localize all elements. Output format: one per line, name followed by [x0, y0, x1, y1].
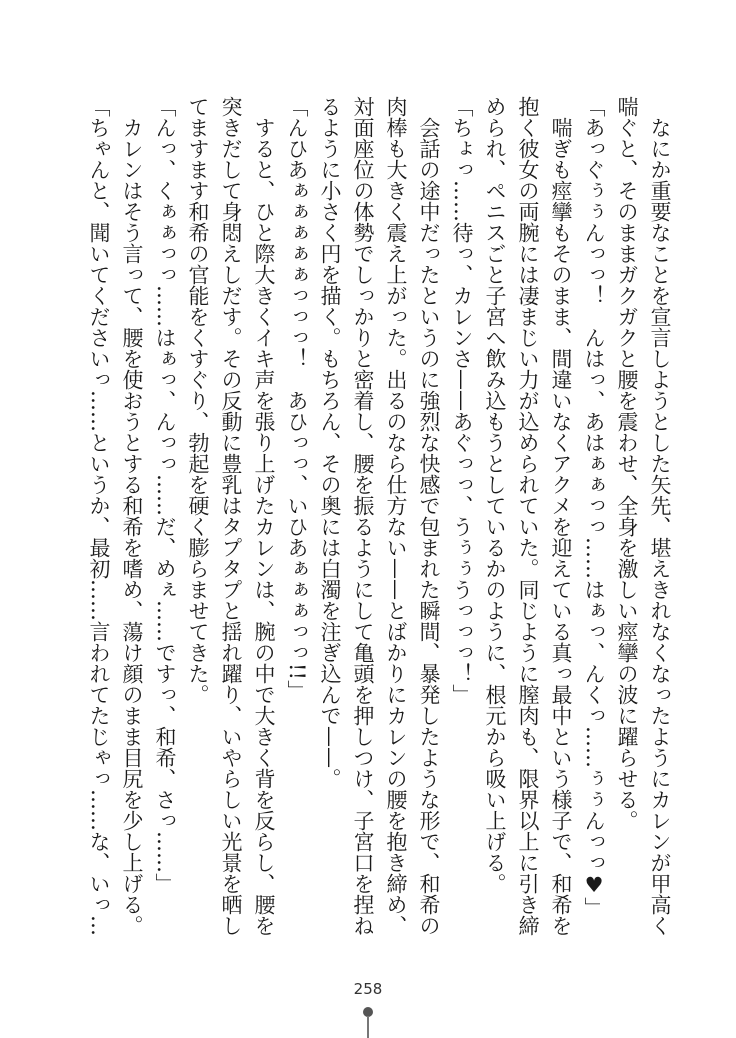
text-line: 抱く彼女の両腕には凄まじい力が込められていた。同じように膣肉も、限界以上に引き締	[516, 96, 540, 936]
page-number: 258	[353, 980, 383, 998]
text-line: 「ちょっ……待っ、カレンさ——あぐっっ、うぅぅうっっっ！」	[450, 96, 474, 705]
text-line: なにか重要なことを宣言しようとした矢先、堪えきれなくなったようにカレンが甲高く	[648, 96, 672, 936]
page-marker-line	[367, 1016, 369, 1038]
text-line: 突きだして身悶えしだす。その反動に豊乳はタプタプと揺れ躍り、いやらしい光景を晒し	[219, 96, 243, 936]
text-line: 「ちゃんと、聞いてくださいっ……というか、最初……言われてたじゃっ……な、いっ…	[87, 96, 111, 936]
text-line: 「んひあぁぁぁぁぁっっっ！ あひっっ、いひあぁぁぁっっ!!」	[285, 96, 309, 701]
text-line: るように小さく円を描く。もちろん、その奥には白濁を注ぎ込んで——。	[318, 96, 342, 789]
text-line: 喘ぐと、そのままガクガクと腰を震わせ、全身を激しい痙攣の波に躍らせる。	[615, 96, 639, 831]
text-line: すると、ひと際大きくイキ声を張り上げたカレンは、腕の中で大きく背を反らし、腰を	[252, 96, 276, 936]
text-line: められ、ペニスごと子宮へ飲み込もうとしているかのように、根元から吸い上げる。	[483, 96, 507, 894]
text-line: カレンはそう言って、腰を使おうとする和希を嗜め、蕩け顔のまま目尻を少し上げる。	[120, 96, 144, 936]
text-line: 対面座位の体勢でしっかりと密着し、腰を振るようにして亀頭を押しつけ、子宮口を捏ね	[351, 96, 375, 936]
text-line: 肉棒も大きく震え上がった。出るのなら仕方ない——とばかりにカレンの腰を抱き締め、	[384, 96, 408, 936]
text-line: 「んっ、くぁぁっっ……はぁっ、んっっ……だ、めぇ……ですっ、和希、さっ……」	[153, 96, 177, 894]
text-line: 喘ぎも痙攣もそのまま、間違いなくアクメを迎えている真っ最中という様子で、和希を	[549, 96, 573, 936]
text-line: てますます和希の官能をくすぐり、勃起を硬く膨らませてきた。	[186, 96, 210, 705]
text-line: 会話の途中だったというのに強烈な快感で包まれた瞬間、暴発したような形で、和希の	[417, 96, 441, 936]
text-line: 「あっぐぅぅんっっ！ んはっ、あはぁぁっっ……はぁっ、んくっ……ぅぅんっっ♥」	[582, 96, 606, 918]
vertical-text-body	[82, 96, 676, 966]
